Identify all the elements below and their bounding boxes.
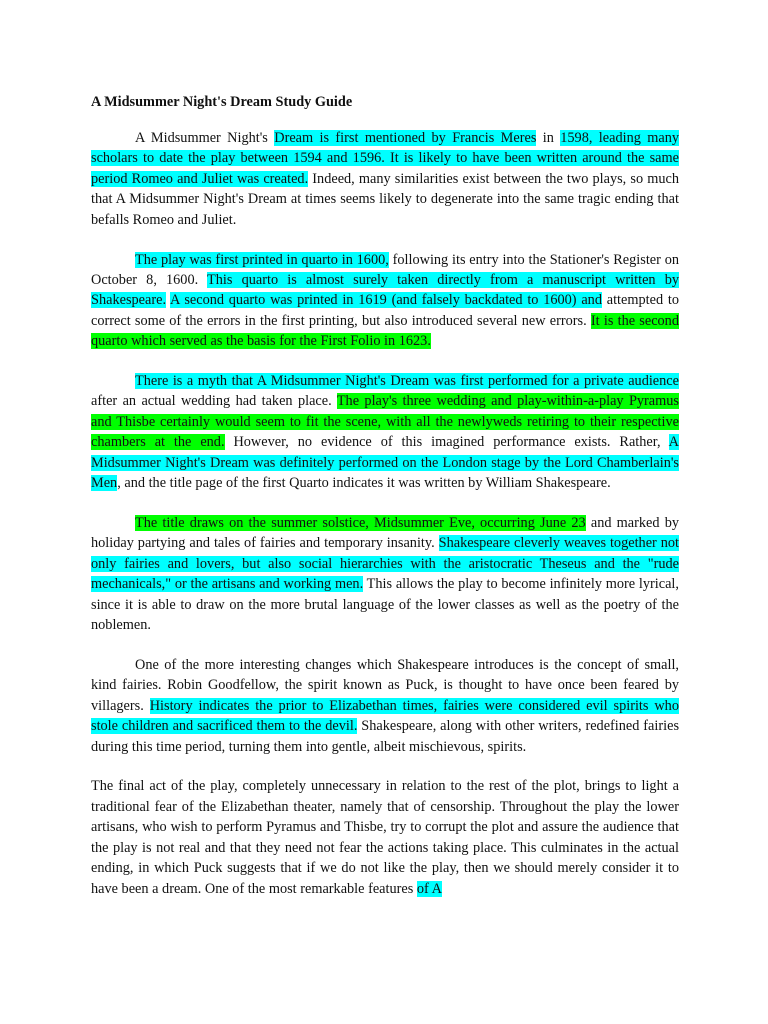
highlighted-text: A Midsummer Night's Dream was definitely performed on the London stage by the Lord Chamberlain's Men [91,434,679,492]
highlighted-text: History indicates the prior to Elizabethan times, fairies were considered evil spirits who stole children and sacrificed them to the devil. [91,697,679,735]
text-segment: Shakespeare, along with other writers, redefined fairies during this time period, turning them into gentle, albeit mischievous, spirits. [91,718,680,755]
text-segment: This allows the play to become infinitely more lyrical, since it is able to draw on the more brutal language of the lower classes as well as the poetry of the noblemen. [91,576,679,634]
paragraph-6 [91,776,679,898]
highlighted-text: The title draws on the summer solstice, Midsummer Eve, occurring June 23 [135,515,586,531]
highlighted-text: The play was first printed in quarto in 1600, [135,251,389,268]
document-title: A Midsummer Night's Dream Study Guide [91,94,353,110]
document-body [91,128,679,899]
paragraph-3 [91,371,679,493]
text-segment: and marked by holiday partying and tales of fairies and temporary insanity. [91,515,679,552]
text-segment: However, no evidence of this imagined performance exists. Rather, [224,434,669,451]
highlighted-text: It is the second quarto which served as the basis for the First Folio in 1623. [91,312,679,350]
highlighted-text: Dream is first mentioned by Francis Meres [274,130,537,146]
text-segment: in [536,130,561,146]
text-segment: attempted to correct some of the errors in the first printing, but also introduced several new errors. [91,292,679,329]
highlighted-text: 1598, leading many scholars to date the play between 1594 and 1596. It is likely to have been written around the same period Romeo and Juliet was created. [91,130,679,187]
paragraph-5 [91,655,679,757]
paragraph-1 [91,128,679,230]
text-segment: A Midsummer Night's [135,130,275,146]
paragraph-4 [91,513,679,635]
text-segment: , and the title page of the first Quarto indicates it was written by William Shakespeare. [117,475,611,492]
highlighted-text: Shakespeare cleverly weaves together not only fairies and lovers, but also social hierarchies with the aristocratic Theseus and the "rude mechanicals," or the artisans and working men. [91,535,679,593]
highlighted-text: of A [416,880,442,897]
highlighted-text: This quarto is almost surely taken directly from a manuscript written by Shakespeare. [91,271,679,309]
highlighted-text: The play's three wedding and play-within-a-play Pyramus and Thisbe certainly would seem to fit the scene, with all the newlyweds retiring to their respective chambers at the end. [91,393,679,451]
text-segment: after an actual wedding had taken place. [91,393,337,410]
paragraph-2 [91,250,679,352]
text-segment: following its entry into the Stationer's Register on October 8, 1600. [91,251,679,288]
highlighted-text: There is a myth that A Midsummer Night's Dream was first performed for a private audience [135,373,679,390]
text-segment: One of the more interesting changes which Shakespeare introduces is the concept of small, kind fairies. Robin Goodfellow, the spirit known as Puck, is thought to have once been feared by villagers. [91,656,679,714]
text-segment: The final act of the play, completely unnecessary in relation to the rest of the plot, brings to light a traditional fear of the Elizabethan theater, namely that of censorship. Throughout the play the lower artisans, who wish to perform Pyramus and Thisbe, try to corrupt the plot and assure the audience that the play is not real and that they need not fear the actions taking place. This culminates in the actual ending, in which Puck suggests that if we do not like the play, then we should merely consider it to have been a dream. One of the most remarkable features [91,778,679,897]
text-segment: Indeed, many similarities exist between the two plays, so much that A Midsummer Night's Dream at times seems likely to degenerate into the same tragic ending that befalls Romeo and Juliet. [91,170,679,228]
highlighted-text: A second quarto was printed in 1619 (and falsely backdated to 1600) and [170,292,602,309]
